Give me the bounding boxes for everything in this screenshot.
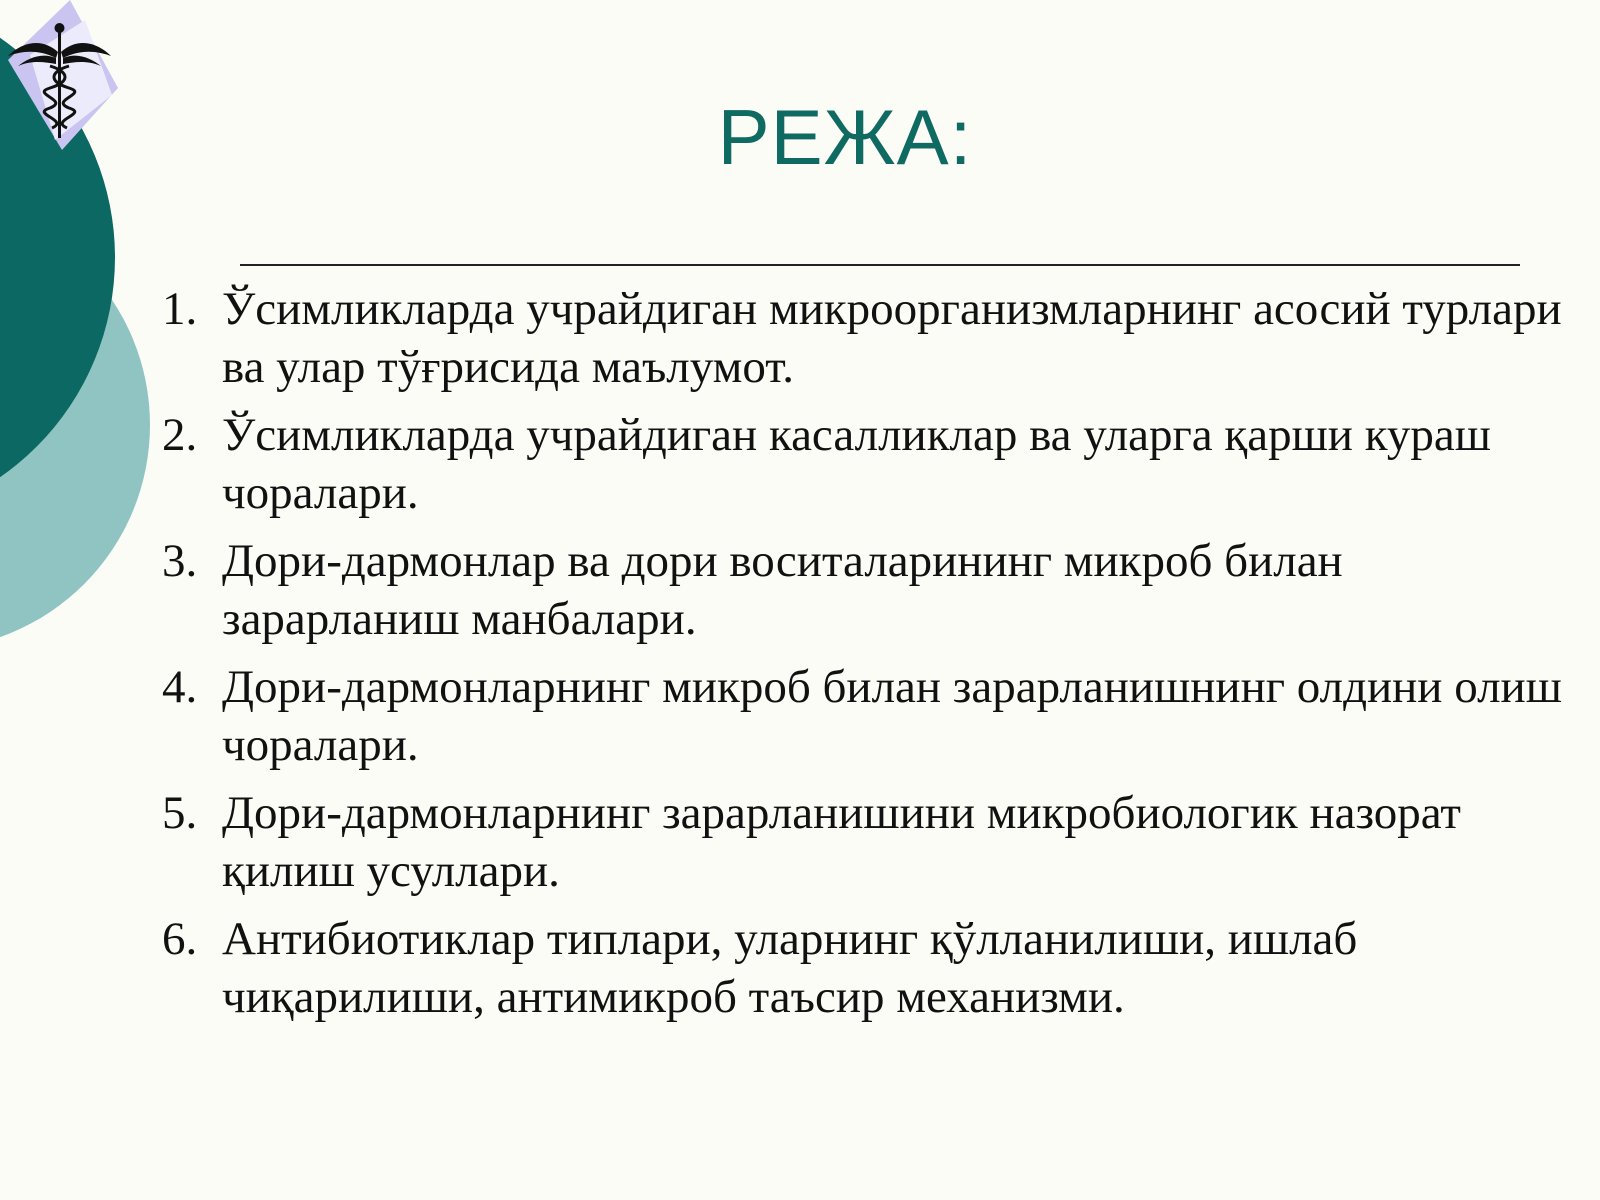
item-text: Дори-дармонлар ва дори воситаларининг микроб билан зарарланиш манбалари. bbox=[222, 535, 1343, 645]
item-number: 2. bbox=[162, 409, 198, 461]
list-item bbox=[162, 784, 1582, 900]
item-number: 1. bbox=[162, 283, 198, 335]
item-text: Ўсимликларда учрайдиган касалликлар ва уларга қарши кураш чоралари. bbox=[222, 409, 1491, 519]
list-item bbox=[162, 532, 1582, 648]
slide-title: РЕЖА: bbox=[717, 93, 973, 181]
title-divider bbox=[240, 264, 1520, 266]
item-number: 5. bbox=[162, 787, 198, 839]
list-item bbox=[162, 910, 1582, 1026]
item-text: Ўсимликларда учрайдиган микроорганизмларнинг асосий турлари ва улар тўғрисида маълумот. bbox=[222, 283, 1562, 393]
item-text: Дори-дармонларнинг микроб билан зарарланишнинг олдини олиш чоралари. bbox=[222, 661, 1562, 771]
item-number: 4. bbox=[162, 661, 198, 713]
plan-list bbox=[162, 280, 1582, 1036]
item-number: 6. bbox=[162, 913, 198, 965]
item-text: Дори-дармонларнинг зарарланишини микробиологик назорат қилиш усуллари. bbox=[222, 787, 1461, 897]
list-item bbox=[162, 406, 1582, 522]
list-item bbox=[162, 280, 1582, 396]
list-item bbox=[162, 658, 1582, 774]
item-text: Антибиотиклар типлари, уларнинг қўлланилиши, ишлаб чиқарилиши, антимикроб таъсир механизми. bbox=[222, 913, 1358, 1023]
item-number: 3. bbox=[162, 535, 198, 587]
